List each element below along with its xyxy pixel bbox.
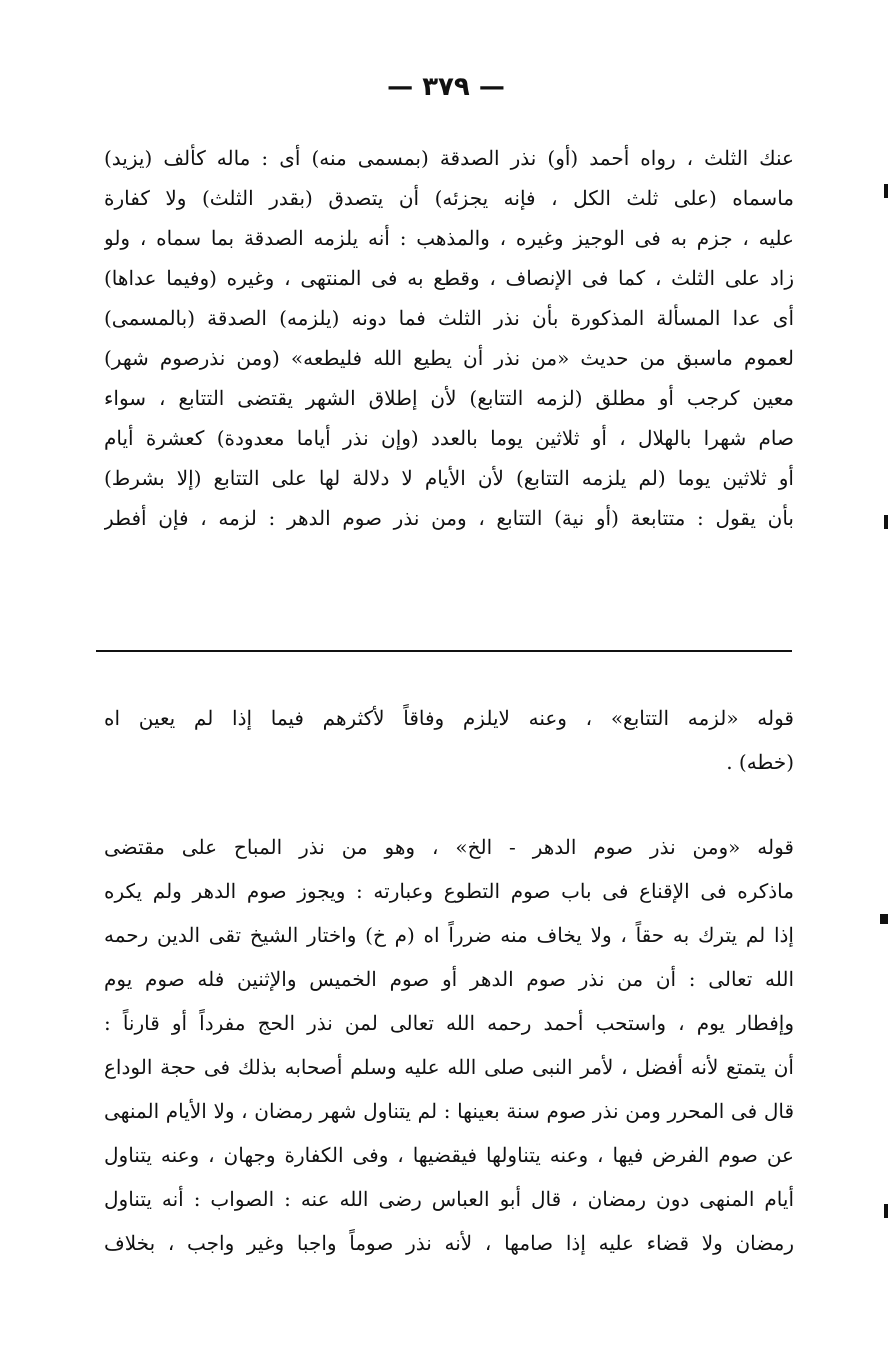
footnote-line: الله تعالى : أن من نذر صوم الدهر أو صوم الخميس والإثنين فله صوم يوم — [104, 967, 794, 991]
margin-mark — [884, 1204, 888, 1218]
text-line: زاد على الثلث ، كما فى الإنصاف ، وقطع به فى المنتهى ، وغيره (وفيما عداها) — [104, 266, 794, 290]
footnote-line: أن يتمتع لأنه أفضل ، لأمر النبى صلى الله عليه وسلم أصحابه بذلك فى حجة الوداع — [104, 1055, 794, 1079]
footnote-1 — [104, 696, 794, 784]
footnote-line: عن صوم الفرض فيها ، وعنه يتناولها فيقضيها ، وفى الكفارة وجهان ، وعنه يتناول — [104, 1143, 794, 1167]
page-number: — ٣٧٩ — — [387, 72, 505, 102]
margin-mark — [884, 184, 888, 198]
footnote-divider — [96, 650, 792, 652]
main-text — [104, 138, 794, 538]
text-line: لعموم ماسبق من حديث «من نذر أن يطيع الله فليطعه» (ومن نذرصوم شهر) — [104, 346, 794, 370]
text-line: عليه ، جزم به فى الوجيز وغيره ، والمذهب : أنه يلزمه الصدقة بما سماه ، ولو — [104, 226, 794, 250]
text-line: معين كرجب أو مطلق (لزمه التتابع) لأن إطلاق الشهر يقتضى التتابع ، سواء — [104, 386, 794, 410]
footnote-line: قوله «لزمه التتابع» ، وعنه لايلزم وفاقاً لأكثرهم فيما إذا لم يعين اه — [104, 706, 794, 730]
text-line: أو ثلاثين يوما (لم يلزمه التتابع) لأن الأيام لا دلالة لها على التتابع (إلا بشرط) — [104, 466, 794, 490]
text-line: بأن يقول : متتابعة (أو نية) التتابع ، ومن نذر صوم الدهر : لزمه ، فإن أفطر — [104, 506, 794, 530]
footnote-line: قال فى المحرر ومن نذر صوم سنة بعينها : لم يتناول شهر رمضان ، ولا الأيام المنهى — [104, 1099, 794, 1123]
footnote-line: رمضان ولا قضاء عليه إذا صامها ، لأنه نذر صوماً واجبا وغير واجب ، بخلاف — [104, 1231, 794, 1255]
text-line: ماسماه (على ثلث الكل ، فإنه يجزئه) أن يتصدق (بقدر الثلث) ولا كفارة — [104, 186, 794, 210]
text-line: أى عدا المسألة المذكورة بأن نذر الثلث فما دونه (يلزمه) الصدقة (بالمسمى) — [104, 306, 794, 330]
footnote-line: (خطه) . — [726, 750, 794, 774]
footnote-line: ماذكره فى الإقناع فى باب صوم التطوع وعبارته : ويجوز صوم الدهر ولم يكره — [104, 879, 794, 903]
margin-mark — [880, 914, 888, 924]
footnote-line: وإفطار يوم ، واستحب أحمد رحمه الله تعالى لمن نذر الحج مفرداً أو قارناً : — [104, 1011, 794, 1035]
margin-mark — [884, 515, 888, 529]
footnote-line: قوله «ومن نذر صوم الدهر - الخ» ، وهو من نذر المباح على مقتضى — [104, 835, 794, 859]
text-line: صام شهرا بالهلال ، أو ثلاثين يوما بالعدد (وإن نذر أياما معدودة) كعشرة أيام — [104, 426, 794, 450]
text-line: عنك الثلث ، رواه أحمد (أو) نذر الصدقة (بمسمى منه) أى : ماله كألف (يزيد) — [104, 146, 794, 170]
footnote-line: إذا لم يترك به حقاً ، ولا يخاف منه ضرراً اه (م خ) واختار الشيخ تقى الدين رحمه — [104, 923, 794, 947]
footnote-2 — [104, 825, 794, 1265]
footnote-line: أيام المنهى دون رمضان ، قال أبو العباس رضى الله عنه : الصواب : أنه يتناول — [104, 1187, 794, 1211]
